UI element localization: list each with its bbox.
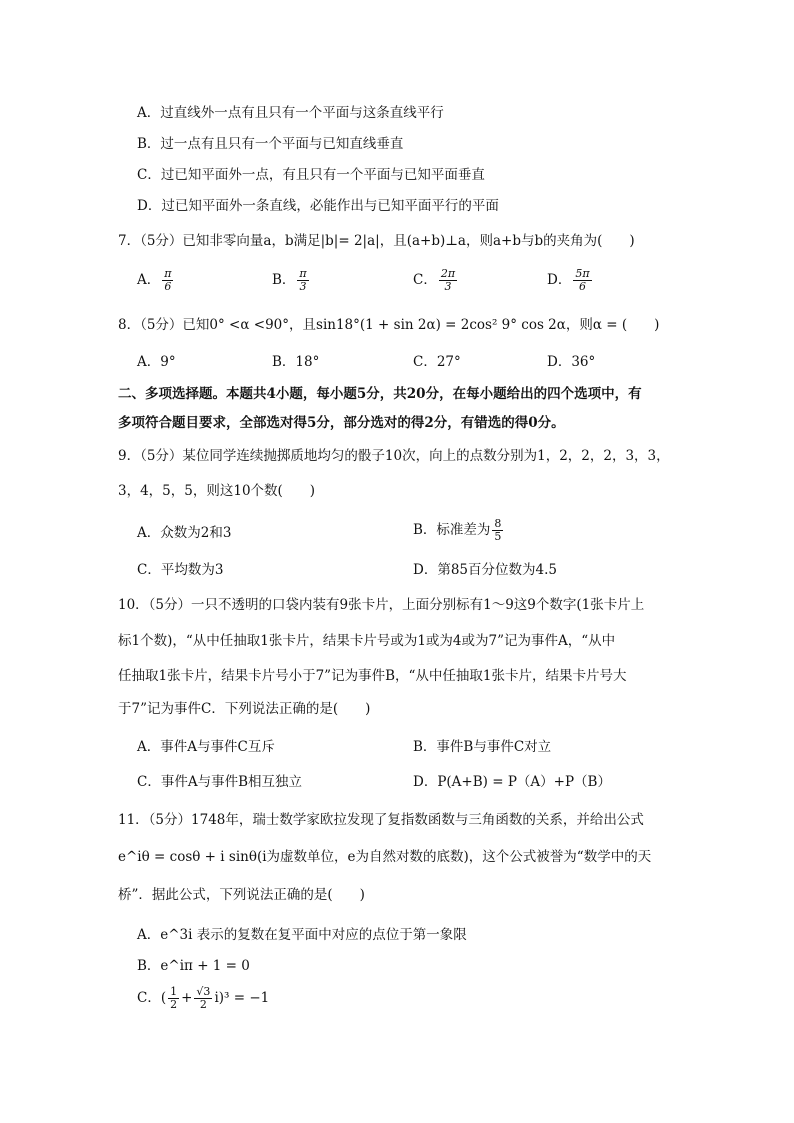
q7-option-c: C． $\frac{2\pi}{3}$ bbox=[413, 267, 456, 293]
q11-option-c: C．( $\frac{1}{2}$ + $\frac{√3}{2}$ i)³ = −1 bbox=[137, 985, 270, 1011]
q10-option-a: A．事件A与事件C互斥 bbox=[137, 739, 275, 755]
q10-option-c: C．事件A与事件B相互独立 bbox=[137, 774, 302, 790]
q10-stem-line3: 任抽取1张卡片，结果卡片号小于7”记为事件B，“从中任抽取1张卡片，结果卡片号大 bbox=[118, 668, 627, 684]
q9-option-c: C．平均数为3 bbox=[137, 562, 224, 578]
section-2-heading-line1: 二、多项选择题。本题共4小题，每小题5分，共20分，在每小题给出的四个选项中，有 bbox=[118, 386, 642, 402]
q9-option-d: D．第85百分位数为4.5 bbox=[413, 562, 557, 578]
q8-option-a: A．9° bbox=[137, 354, 176, 370]
q8-option-c: C．27° bbox=[413, 354, 461, 370]
q11-stem-line1: 11．（5分）1748年，瑞士数学家欧拉发现了复指数函数与三角函数的关系，并给出公式 bbox=[118, 812, 644, 828]
q10-option-d: D．P(A+B) = P（A）+P（B） bbox=[413, 774, 611, 790]
q9-stem-line1: 9．（5分）某位同学连续抛掷质地均匀的骰子10次，向上的点数分别为1，2，2，2，3，3， bbox=[118, 448, 670, 464]
q7-option-d: D． $\frac{5\pi}{6}$ bbox=[547, 267, 590, 293]
q8-option-d: D．36° bbox=[547, 354, 596, 370]
q9-option-a: A．众数为2和3 bbox=[137, 525, 232, 541]
q11-stem-line2: e^iθ = cosθ + i sinθ(i为虚数单位，e为自然对数的底数)，这个公式被誉为“数学中的天 bbox=[118, 849, 652, 865]
q10-stem-line1: 10．（5分）一只不透明的口袋内装有9张卡片，上面分别标有1～9这9个数字(1张卡片上 bbox=[118, 597, 645, 613]
q6-option-c: C．过已知平面外一点，有且只有一个平面与已知平面垂直 bbox=[137, 167, 485, 183]
q10-option-b: B．事件B与事件C对立 bbox=[413, 739, 552, 755]
q8-stem: 8．（5分）已知0° <α <90°，且sin18°(1 + sin 2α) = 2cos² 9° cos 2α，则α = ( ) bbox=[118, 317, 660, 333]
q6-option-a: A．过直线外一点有且只有一个平面与这条直线平行 bbox=[137, 105, 444, 121]
q6-option-b: B．过一点有且只有一个平面与已知直线垂直 bbox=[137, 136, 404, 152]
q8-option-b: B．18° bbox=[272, 354, 320, 370]
q6-option-d: D．过已知平面外一条直线，必能作出与已知平面平行的平面 bbox=[137, 198, 499, 214]
q7-stem: 7．（5分）已知非零向量a，b满足|b|= 2|a|，且(a+b)⊥a，则a+b与b的夹角为( ) bbox=[118, 233, 635, 249]
q10-stem-line4: 于7”记为事件C．下列说法正确的是( ) bbox=[118, 701, 371, 717]
q10-stem-line2: 标1个数)，“从中任抽取1张卡片，结果卡片号或为1或为4或为7”记为事件A，“从中 bbox=[118, 633, 616, 649]
section-2-heading-line2: 多项符合题目要求，全部选对得5分，部分选对的得2分，有错选的得0分。 bbox=[118, 415, 565, 431]
q11-option-a: A．e^3i 表示的复数在复平面中对应的点位于第一象限 bbox=[137, 927, 467, 943]
q11-stem-line3: 桥”．据此公式，下列说法正确的是( ) bbox=[118, 887, 365, 903]
q9-option-b: B．标准差为 $\frac{8}{5}$ bbox=[413, 517, 502, 543]
q7-option-b: B． $\frac{\pi}{3}$ bbox=[272, 267, 307, 293]
q7-option-a: A． $\frac{\pi}{6}$ bbox=[137, 267, 172, 293]
q11-option-b: B．e^iπ + 1 = 0 bbox=[137, 958, 250, 974]
q9-stem-line2: 3，4，5，5，则这10个数( ) bbox=[118, 483, 316, 499]
